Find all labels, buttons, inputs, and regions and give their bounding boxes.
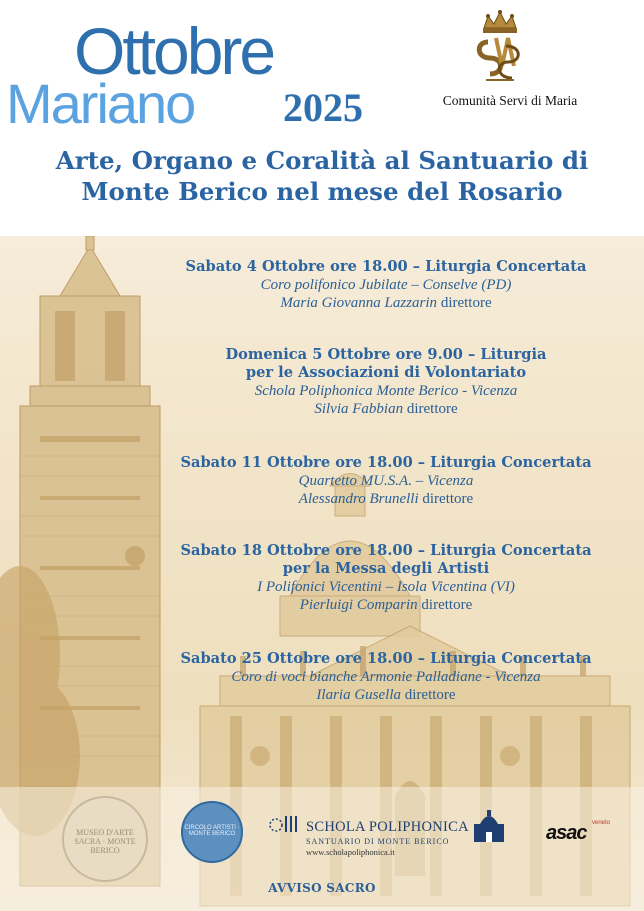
event-director: [176, 686, 596, 704]
director-label: direttore: [440, 295, 492, 311]
event-director: [176, 490, 596, 508]
title-mariano: Mariano: [6, 72, 195, 135]
music-staff-icon: [268, 812, 302, 838]
asac-region: veneto: [592, 820, 611, 826]
director-label: direttore: [422, 491, 474, 507]
event-item: [176, 454, 596, 508]
asac-logo: asac: [546, 822, 587, 844]
event-performer: Coro di voci bianche Armonie Palladiane - Vicenza: [231, 669, 541, 685]
director-name: Alessandro Brunelli: [298, 491, 419, 507]
event-title-continued: per le Associazioni di Volontariato: [245, 364, 527, 381]
organization-name: Comunità Servi di Maria: [442, 93, 578, 108]
director-name: Ilaria Gusella: [316, 687, 402, 703]
subtitle: [0, 145, 644, 207]
schola-poliphonica-name: SCHOLA POLIPHONICA: [306, 819, 469, 835]
event-title: Domenica 5 Ottobre ore 9.00 – Liturgia: [225, 346, 547, 363]
title-ottobre: Ottobre: [74, 14, 274, 88]
director-label: direttore: [421, 597, 473, 613]
event-title: Sabato 18 Ottobre ore 18.00 – Liturgia Concertata: [180, 542, 592, 559]
director-name: Silvia Fabbian: [314, 401, 404, 417]
event-item: [176, 258, 596, 312]
event-director: [176, 596, 596, 614]
event-performer: I Polifonici Vicentini – Isola Vicentina (VI): [257, 579, 515, 595]
circolo-seal-text: CIRCOLO ARTISTI · MONTE BERICO: [184, 825, 240, 837]
church-icon: [472, 810, 506, 842]
event-title: Sabato 25 Ottobre ore 18.00 – Liturgia Concertata: [180, 650, 592, 667]
circolo-artisti-seal: [181, 801, 243, 863]
event-performer: Quartetto MU.S.A. – Vicenza: [298, 473, 474, 489]
event-title-continued: per la Messa degli Artisti: [282, 560, 490, 577]
event-item: [176, 346, 596, 418]
museo-seal-text: MUSEO D'ARTE SACRA · MONTE BERICO: [74, 828, 136, 855]
subtitle-line-2: Monte Berico nel mese del Rosario: [81, 177, 563, 206]
event-performer: Schola Poliphonica Monte Berico - Vicenza: [254, 383, 518, 399]
director-label: direttore: [406, 401, 458, 417]
crest-icon: [466, 8, 534, 90]
event-item: [176, 542, 596, 614]
event-director: [176, 400, 596, 418]
notice-avviso-sacro: AVVISO SACRO: [268, 881, 376, 895]
director-label: direttore: [404, 687, 456, 703]
event-title: Sabato 4 Ottobre ore 18.00 – Liturgia Concertata: [185, 258, 587, 275]
director-name: Maria Giovanna Lazzarin: [280, 295, 438, 311]
museo-arte-sacra-seal: [62, 796, 148, 882]
schola-subtitle: SANTUARIO DI MONTE BERICO: [306, 837, 450, 846]
event-director: [176, 294, 596, 312]
event-title: Sabato 11 Ottobre ore 18.00 – Liturgia Concertata: [180, 454, 592, 471]
event-performer: Coro polifonico Jubilate – Conselve (PD): [260, 277, 512, 293]
event-item: [176, 650, 596, 704]
schola-url: www.scholapoliphonica.it: [306, 847, 395, 857]
subtitle-line-1: Arte, Organo e Coralità al Santuario di: [55, 146, 589, 175]
title-year: 2025: [283, 85, 363, 130]
director-name: Pierluigi Comparin: [299, 597, 418, 613]
